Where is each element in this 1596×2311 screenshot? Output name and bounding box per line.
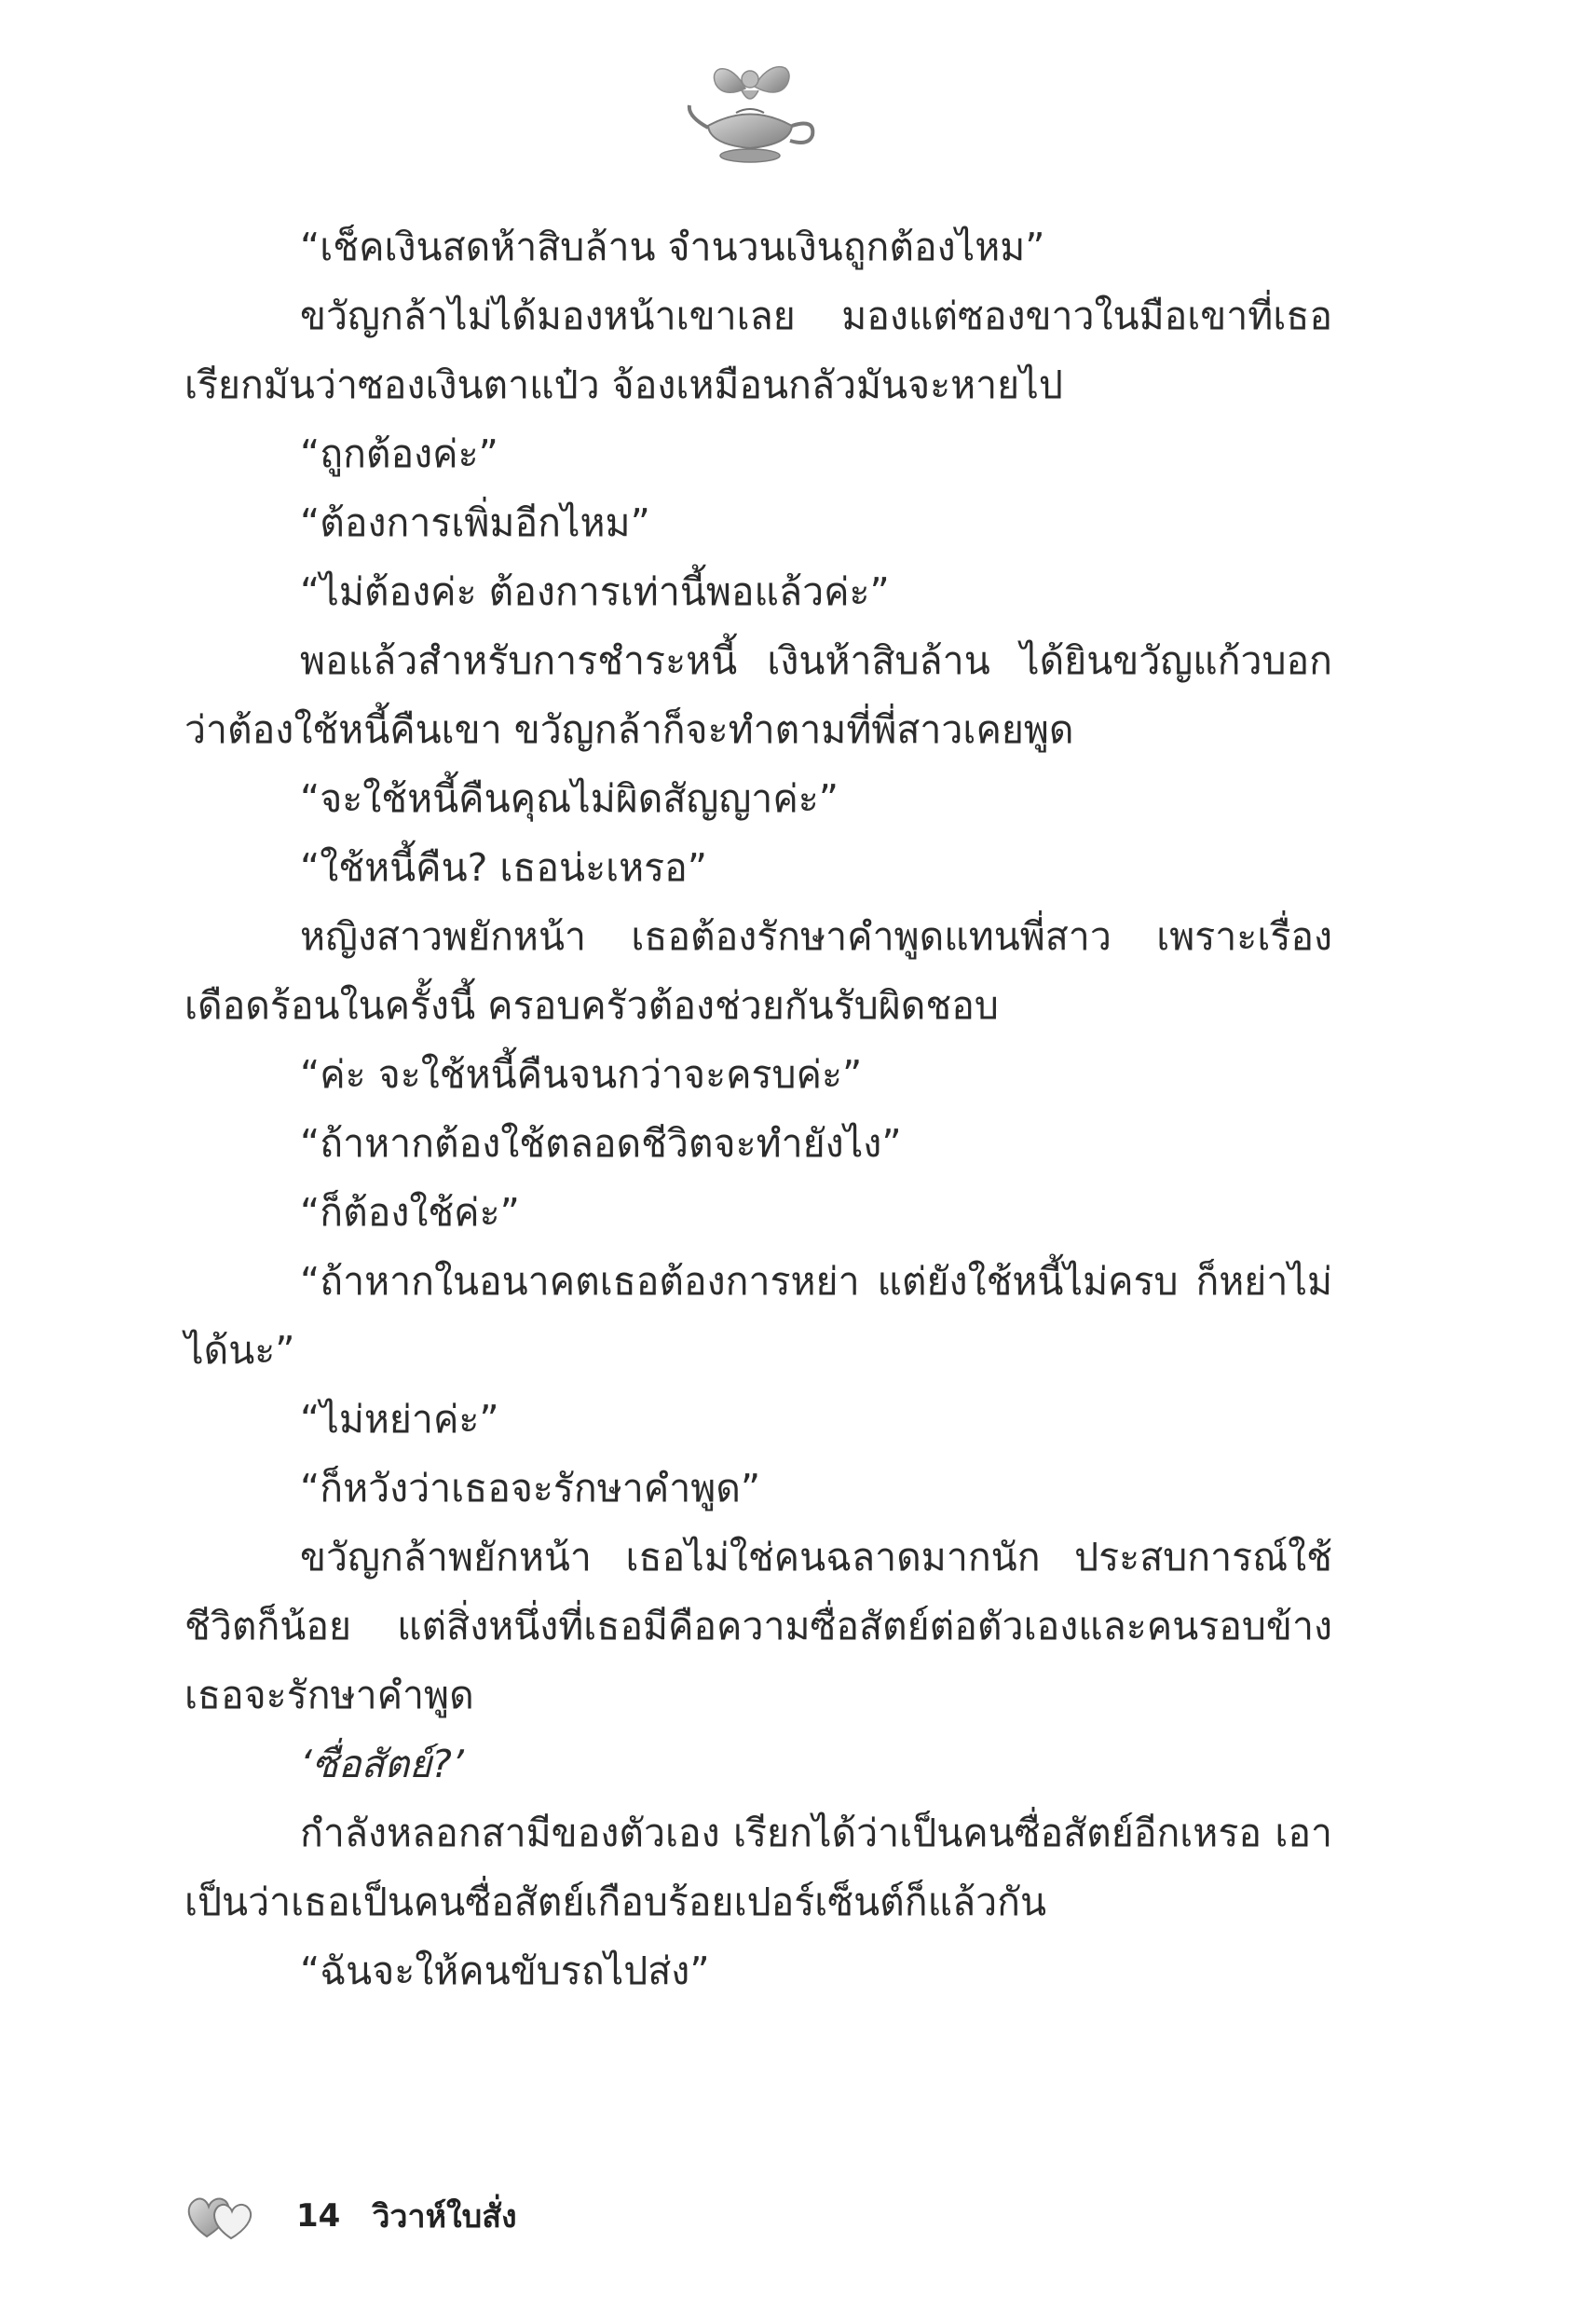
paragraph: “ใช้หนี้คืน? เธอน่ะเหรอ”: [300, 845, 708, 890]
page-number: 14: [296, 2197, 341, 2235]
paragraph-italic-thought: ‘ซื่อสัตย์?’: [300, 1742, 464, 1786]
paragraph: กำลังหลอกสามีของตัวเอง เรียกได้ว่าเป็นคนซื่อสัตย์อีกเหรอ เอาเป็นว่าเธอเป็นคนซื่อสัตย์เกือบร้อยเปอร์เซ็นต์ก็แล้วกัน: [184, 1811, 1332, 1924]
page-footer: [184, 2188, 517, 2244]
paragraph: หญิงสาวพยักหน้า เธอต้องรักษาคำพูดแทนพี่สาว เพราะเรื่องเดือดร้อนในครั้งนี้ ครอบครัวต้องช่วยกันรับผิดชอบ: [184, 914, 1332, 1028]
paragraph: “ไม่ต้องค่ะ ต้องการเท่านี้พอแล้วค่ะ”: [300, 569, 890, 614]
book-title: วิวาห์ใบสั่ง: [372, 2198, 517, 2236]
paragraph: “ต้องการเพิ่มอีกไหม”: [300, 500, 650, 545]
paragraph: “ฉันจะให้คนขับรถไปส่ง”: [300, 1949, 710, 1993]
paragraph: พอแล้วสำหรับการชำระหนี้ เงินห้าสิบล้าน ได้ยินขวัญแก้วบอกว่าต้องใช้หนี้คืนเขา ขวัญกล้าก็จะทำตามที่พี่สาวเคยพูด: [184, 638, 1332, 752]
paragraph: “ก็ต้องใช้ค่ะ”: [300, 1190, 520, 1235]
paragraph: “ถ้าหากต้องใช้ตลอดชีวิตจะทำยังไง”: [300, 1121, 902, 1166]
hearts-icon: [184, 2190, 257, 2242]
paragraph: ขวัญกล้าไม่ได้มองหน้าเขาเลย มองแต่ซองขาวในมือเขาที่เธอเรียกมันว่าซองเงินตาแป๋ว จ้องเหมือนกลัวมันจะหายไป: [184, 294, 1332, 407]
paragraph: “ไม่หย่าค่ะ”: [300, 1397, 499, 1442]
paragraph: “ถูกต้องค่ะ”: [300, 431, 498, 476]
cupid-teapot-ornament-icon: [680, 51, 820, 172]
paragraph: “ค่ะ จะใช้หนี้คืนจนกว่าจะครบค่ะ”: [300, 1052, 863, 1097]
paragraph: “ถ้าหากในอนาคตเธอต้องการหย่า แต่ยังใช้หนี้ไม่ครบ ก็หย่าไม่ได้นะ”: [184, 1259, 1332, 1373]
paragraph: “จะใช้หนี้คืนคุณไม่ผิดสัญญาค่ะ”: [300, 776, 839, 821]
paragraph: ขวัญกล้าพยักหน้า เธอไม่ใช่คนฉลาดมากนัก ประสบการณ์ใช้ชีวิตก็น้อย แต่สิ่งหนึ่งที่เธอมีคือความซื่อสัตย์ต่อตัวเองและคนรอบข้าง เธอจะรักษาคำพูด: [184, 1535, 1332, 1717]
paragraph: “ก็หวังว่าเธอจะรักษาคำพูด”: [300, 1466, 761, 1511]
body-text: [184, 212, 1332, 2005]
paragraph: “เช็คเงินสดห้าสิบล้าน จำนวนเงินถูกต้องไหม”: [300, 225, 1045, 269]
